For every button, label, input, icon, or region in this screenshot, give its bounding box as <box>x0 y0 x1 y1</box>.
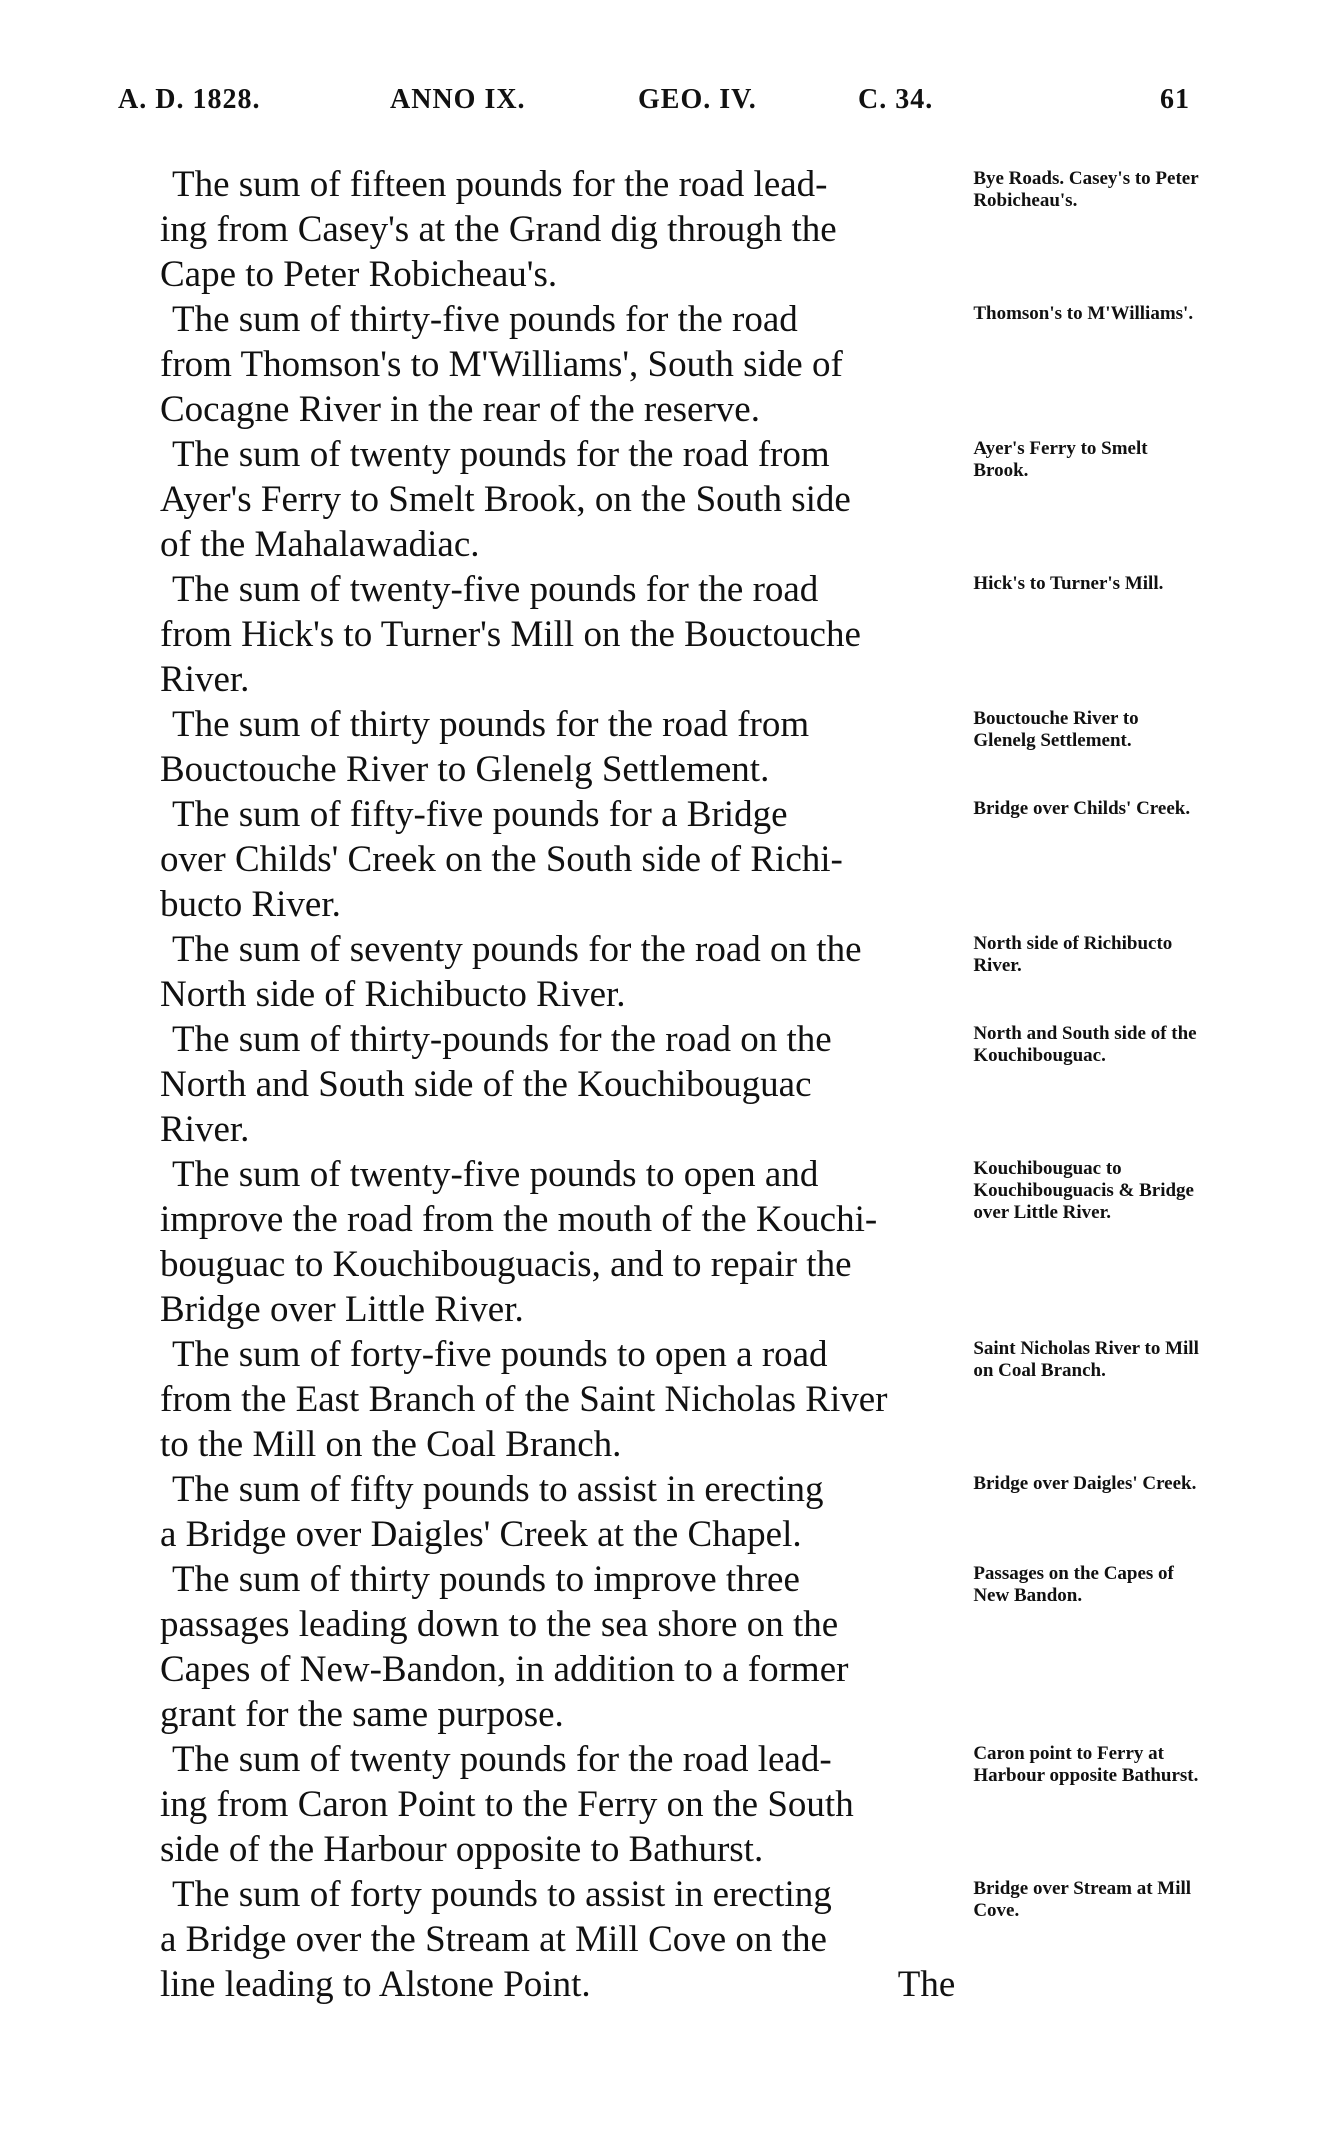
entry-line: North side of Richibucto River. <box>160 974 626 1015</box>
appropriation-entry <box>160 927 1200 1017</box>
appropriation-entry <box>160 1152 1200 1332</box>
entry-line: line leading to Alstone Point. The <box>160 1964 956 2005</box>
entry-line: The sum of twenty pounds for the road lead- <box>172 1739 832 1780</box>
entry-line: North and South side of the Kouchibouguac <box>160 1064 812 1105</box>
entry-text <box>160 702 955 792</box>
marginal-note: Bouctouche River to Glenelg Settlement. <box>973 708 1139 751</box>
marginal-note: Bridge over Daigles' Creek. <box>973 1473 1197 1494</box>
page-number: 61 <box>1160 84 1190 115</box>
appropriation-entry <box>160 1467 1200 1557</box>
entry-line: Cape to Peter Robicheau's. <box>160 254 558 295</box>
entry-line: bouguac to Kouchibouguacis, and to repair the <box>160 1244 852 1285</box>
entry-text <box>160 1332 955 1467</box>
marginal-note: Saint Nicholas River to Mill on Coal Branch. <box>973 1338 1199 1381</box>
entry-line: The sum of twenty pounds for the road from <box>172 434 830 475</box>
entry-line: River. <box>160 1109 250 1150</box>
marginal-note: Hick's to Turner's Mill. <box>973 573 1164 594</box>
entry-line: Bridge over Little River. <box>160 1289 524 1330</box>
entry-line: The sum of fifty-five pounds for a Bridge <box>172 794 788 835</box>
header-year: A. D. 1828. <box>118 84 261 115</box>
entry-text <box>160 1737 955 1872</box>
header-anno: ANNO IX. <box>390 84 526 115</box>
appropriation-list <box>160 162 1200 2007</box>
entry-line: The sum of thirty-five pounds for the road <box>172 299 798 340</box>
entry-line: Capes of New-Bandon, in addition to a former <box>160 1649 849 1690</box>
entry-line: a Bridge over the Stream at Mill Cove on the <box>160 1919 827 1960</box>
appropriation-entry <box>160 162 1200 297</box>
marginal-note: North and South side of the Kouchibouguac. <box>973 1023 1197 1066</box>
entry-line: Ayer's Ferry to Smelt Brook, on the South side <box>160 479 851 520</box>
appropriation-entry <box>160 432 1200 567</box>
appropriation-entry <box>160 297 1200 432</box>
entry-line: Cocagne River in the rear of the reserve. <box>160 389 760 430</box>
entry-line: The sum of fifty pounds to assist in erecting <box>172 1469 824 1510</box>
entry-line: The sum of seventy pounds for the road on the <box>172 929 862 970</box>
entry-text <box>160 432 955 567</box>
entry-line: improve the road from the mouth of the Kouchi- <box>160 1199 878 1240</box>
marginal-note: Ayer's Ferry to Smelt Brook. <box>973 438 1148 481</box>
entry-line: grant for the same purpose. <box>160 1694 564 1735</box>
marginal-note: Caron point to Ferry at Harbour opposite Bathurst. <box>973 1743 1199 1786</box>
appropriation-entry <box>160 1737 1200 1872</box>
marginal-note: Bridge over Childs' Creek. <box>973 798 1191 819</box>
entry-line: ing from Casey's at the Grand dig through the <box>160 209 837 250</box>
entry-line: The sum of thirty pounds to improve three <box>172 1559 800 1600</box>
appropriation-entry <box>160 1017 1200 1152</box>
entry-line: River. <box>160 659 250 700</box>
entry-text <box>160 927 955 1017</box>
entry-line: passages leading down to the sea shore on the <box>160 1604 839 1645</box>
entry-text <box>160 1152 955 1332</box>
header-chapter: C. 34. <box>858 84 934 115</box>
entry-text <box>160 1017 955 1152</box>
running-header <box>118 84 1190 130</box>
entry-text <box>160 1557 955 1737</box>
appropriation-entry <box>160 792 1200 927</box>
appropriation-entry <box>160 567 1200 702</box>
header-geo: GEO. IV. <box>638 84 757 115</box>
entry-text <box>160 1872 955 2007</box>
entry-line: The sum of thirty-pounds for the road on the <box>172 1019 832 1060</box>
appropriation-entry <box>160 1557 1200 1737</box>
entry-text <box>160 792 955 927</box>
entry-line: The sum of forty-five pounds to open a road <box>172 1334 828 1375</box>
appropriation-entry <box>160 1332 1200 1467</box>
entry-line: from the East Branch of the Saint Nicholas River <box>160 1379 888 1420</box>
entry-text <box>160 1467 955 1557</box>
appropriation-entry <box>160 702 1200 792</box>
entry-line: from Hick's to Turner's Mill on the Bouctouche <box>160 614 861 655</box>
entry-line: Bouctouche River to Glenelg Settlement. <box>160 749 770 790</box>
entry-text <box>160 567 955 702</box>
entry-text <box>160 162 955 297</box>
entry-line: The sum of twenty-five pounds to open and <box>172 1154 819 1195</box>
entry-line: bucto River. <box>160 884 341 925</box>
entry-line: over Childs' Creek on the South side of Richi- <box>160 839 843 880</box>
entry-line: ing from Caron Point to the Ferry on the South <box>160 1784 854 1825</box>
marginal-note: North side of Richibucto River. <box>973 933 1173 976</box>
entry-line: The sum of fifteen pounds for the road lead- <box>172 164 828 205</box>
catchword: The <box>897 1964 956 2005</box>
entry-line: side of the Harbour opposite to Bathurst. <box>160 1829 764 1870</box>
entry-line: The sum of thirty pounds for the road from <box>172 704 810 745</box>
entry-text <box>160 297 955 432</box>
marginal-note: Thomson's to M'Williams'. <box>973 303 1194 324</box>
entry-line: The sum of twenty-five pounds for the road <box>172 569 819 610</box>
entry-line: from Thomson's to M'Williams', South side of <box>160 344 843 385</box>
marginal-note: Kouchibouguac to Kouchibouguacis & Bridge over Little River. <box>973 1158 1194 1223</box>
marginal-note: Bye Roads. Casey's to Peter Robicheau's. <box>973 168 1199 211</box>
appropriation-entry <box>160 1872 1200 2007</box>
marginal-note: Passages on the Capes of New Bandon. <box>973 1563 1174 1606</box>
entry-line: of the Mahalawadiac. <box>160 524 480 565</box>
entry-line: to the Mill on the Coal Branch. <box>160 1424 622 1465</box>
marginal-note: Bridge over Stream at Mill Cove. <box>973 1878 1192 1921</box>
entry-line: The sum of forty pounds to assist in erecting <box>172 1874 832 1915</box>
entry-line: a Bridge over Daigles' Creek at the Chapel. <box>160 1514 802 1555</box>
